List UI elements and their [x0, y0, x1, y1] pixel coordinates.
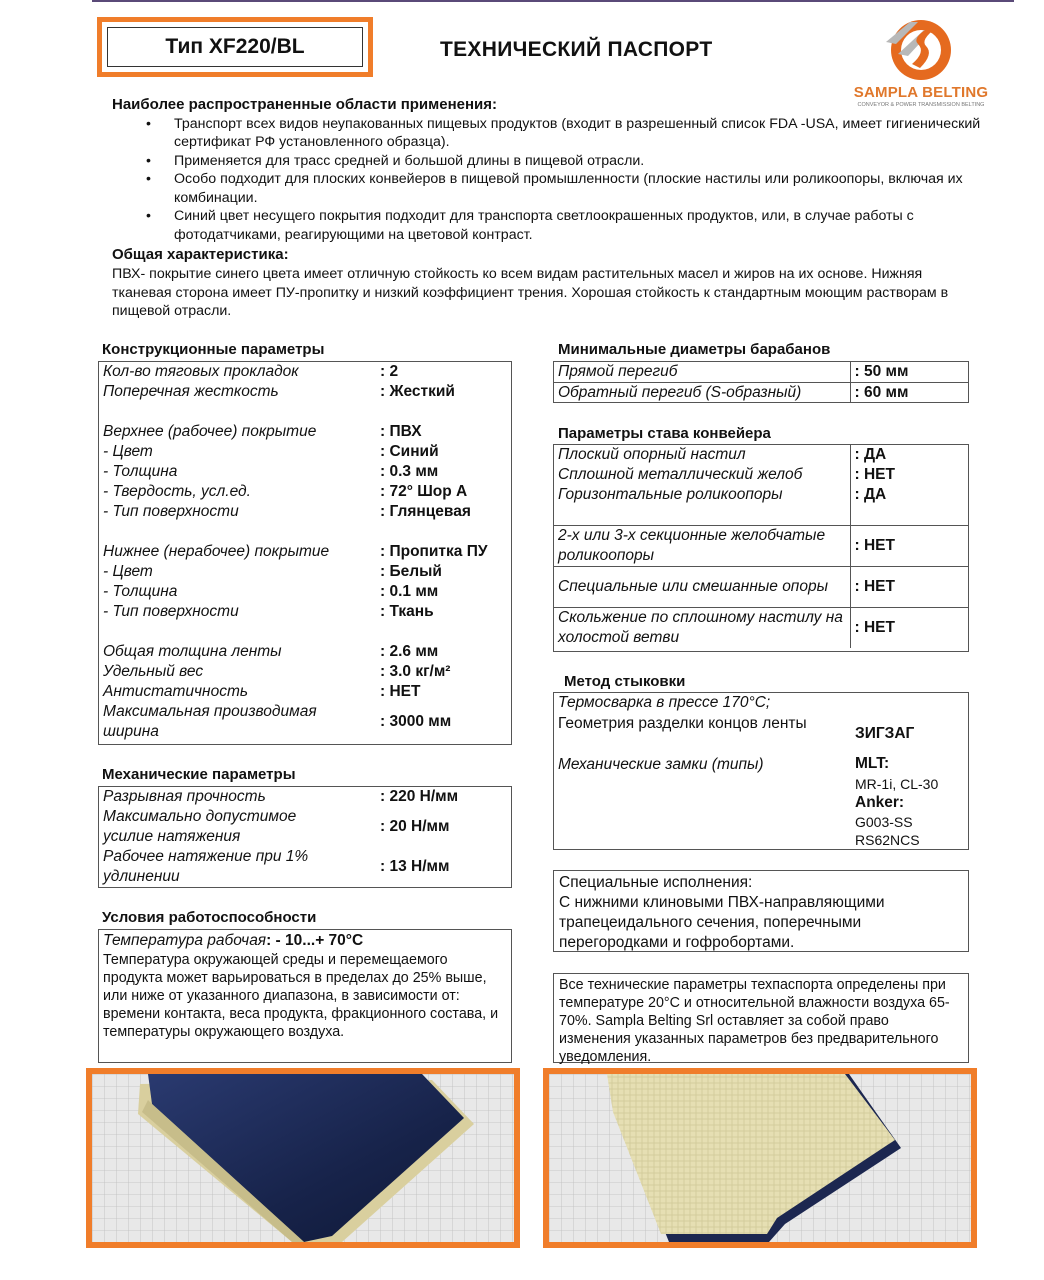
table-row: [99, 382, 511, 402]
geometry-value: ЗИГЗАГ: [855, 725, 915, 742]
mechanical-fasteners-label: Механические замки (типы): [558, 756, 764, 773]
operating-note: Температура окружающей среды и перемещаемого продукта может варьироваться в пределах до 25% выше, или ниже от указанного диапазона, в зависимости от: времени контакта, веса продукта, фракционного состава, и температуры окружающего воздуха.: [103, 952, 499, 1040]
row-label: Общая толщина ленты: [103, 643, 282, 660]
row-value: : НЕТ: [854, 618, 895, 636]
table-row: [554, 362, 968, 383]
row-value: : 2: [380, 363, 399, 380]
product-type-box: [97, 17, 373, 77]
anker-model: G003-SS: [855, 814, 913, 830]
row-value: : 20 Н/мм: [380, 818, 450, 835]
row-value: : 3.0 кг/м²: [380, 663, 451, 680]
temp-value: : - 10...+ 70°C: [266, 932, 364, 949]
mechanical-title: Механические параметры: [102, 766, 296, 783]
list-item: • Транспорт всех видов неупакованных пищевых продуктов (входит в разрешенный список FDA -USA, имеет гигиенический сертификат РФ установленного образца).: [174, 115, 992, 152]
row-label: - Тип поверхности: [103, 603, 239, 620]
logo-mark-icon: [846, 14, 996, 84]
row-value: : Белый: [380, 563, 442, 580]
row-label: - Цвет: [103, 443, 153, 460]
row-value: : 60 мм: [854, 384, 909, 401]
applications-title: Наиболее распространенные области применения:: [112, 96, 498, 113]
row-label: Кол-во тяговых прокладок: [103, 363, 299, 380]
geometry-label: Геометрия разделки концов ленты: [558, 715, 807, 732]
table-row: [99, 562, 511, 582]
table-row: [554, 607, 968, 648]
row-value: : НЕТ: [850, 525, 968, 566]
row-value: : Глянцевая: [380, 503, 471, 520]
belt-fabric-side-image: [549, 1074, 971, 1242]
row-value: : 13 Н/мм: [380, 858, 450, 875]
top-rule: [92, 0, 1014, 2]
row-label: Верхнее (рабочее) покрытие: [103, 423, 317, 440]
splicing-title: Метод стыковки: [564, 673, 686, 690]
general-section: [112, 246, 992, 265]
table-row: [554, 445, 968, 465]
document-title: ТЕХНИЧЕСКИЙ ПАСПОРТ: [440, 38, 713, 61]
table-row: [99, 482, 511, 502]
belt-bottom-photo: [543, 1068, 977, 1248]
frame-table: [553, 444, 969, 652]
mlt-models: MR-1i, CL-30: [855, 776, 939, 792]
list-item: • Синий цвет несущего покрытия подходит для транспорта светлоокрашенных продуктов, или, в случае работы с фотодатчиками, реагирующими на цветовой контраст.: [174, 207, 992, 244]
drums-title: Минимальные диаметры барабанов: [558, 341, 831, 358]
general-title: Общая характеристика:: [112, 246, 289, 263]
operating-box: [98, 929, 512, 1063]
intro-section: [112, 96, 992, 244]
row-label: - Твердость, усл.ед.: [103, 483, 251, 500]
row-label: Разрывная прочность: [103, 788, 266, 805]
row-label: Удельный вес: [103, 663, 204, 680]
row-value: : Ткань: [380, 603, 434, 620]
row-value: : 3000 мм: [380, 713, 452, 730]
row-label: Плоский опорный настил: [554, 445, 850, 465]
row-value: : 0.3 мм: [380, 463, 439, 480]
row-label: Нижнее (нерабочее) покрытие: [103, 543, 330, 560]
table-row: [554, 566, 968, 607]
special-box: [553, 870, 969, 952]
row-value: : 50 мм: [850, 362, 968, 383]
logo-tagline: CONVEYOR & POWER TRANSMISSION BELTING: [857, 102, 985, 108]
row-value: : НЕТ: [854, 466, 895, 483]
belt-top-photo: [86, 1068, 520, 1248]
row-value: : 72° Шор А: [380, 483, 468, 500]
row-label: Специальные или смешанные опоры: [554, 566, 850, 607]
row-label: Поперечная жесткость: [103, 383, 279, 400]
table-row: [554, 383, 968, 404]
table-row: [99, 442, 511, 462]
disclaimer-text: Все технические параметры техпаспорта определены при температуре 20°C и относительной влажности воздуха 65-70%. Sampla Belting Srl оставляет за собой право изменения указанных параметров без предварительного уведомления.: [559, 977, 950, 1065]
construction-table: [98, 361, 512, 745]
special-title: Специальные исполнения:: [559, 874, 753, 891]
table-row: [554, 525, 968, 566]
row-label: - Толщина: [103, 583, 178, 600]
logo-name: SAMPLA BELTING: [853, 84, 989, 101]
construction-title: Конструкционные параметры: [102, 341, 325, 358]
hot-press-method: Термосварка в прессе 170°C;: [558, 694, 771, 711]
table-row: [99, 362, 511, 382]
table-row: [99, 602, 511, 622]
table-row: [99, 582, 511, 602]
row-label: - Цвет: [103, 563, 153, 580]
row-value: : ПВХ: [380, 423, 422, 440]
row-value: : НЕТ: [380, 683, 421, 700]
row-label: - Тип поверхности: [103, 503, 239, 520]
row-value: : ДА: [854, 446, 887, 463]
mlt-title: MLT:: [855, 755, 890, 772]
table-row: [99, 847, 511, 887]
list-item: • Применяется для трасс средней и большой длины в пищевой отрасли.: [174, 152, 992, 171]
general-text: ПВХ- покрытие синего цвета имеет отличную стойкость ко всем видам растительных масел и жиров на их основе. Нижняя тканевая сторона имеет ПУ-пропитку и низкий коэффициент трения. Хорошая стойкость к стандартным моющим растворам в пищевой отрасли.: [112, 266, 949, 319]
belt-blue-side-image: [92, 1074, 514, 1242]
row-value: : 2.6 мм: [380, 643, 439, 660]
row-value: : НЕТ: [850, 566, 968, 607]
applications-list: [174, 115, 992, 245]
product-type-label: Тип XF220/BL: [107, 27, 363, 67]
table-row: [99, 787, 511, 807]
row-value: : ДА: [850, 485, 968, 525]
list-item: • Особо подходит для плоских конвейеров в пищевой промышленности (плоские настилы или роликоопоры, включая их комбинации.: [174, 170, 992, 207]
row-label: Антистатичность: [103, 683, 249, 700]
row-label: Обратный перегиб (S-образный): [554, 383, 850, 404]
splicing-box: [553, 692, 969, 850]
anker-title: Anker:: [855, 794, 905, 811]
frame-title: Параметры става конвейера: [558, 425, 771, 442]
table-row: [99, 642, 511, 662]
row-label: Рабочее натяжение при 1% удлинении: [103, 848, 309, 885]
table-row: [99, 502, 511, 522]
row-value: : Пропитка ПУ: [380, 543, 488, 560]
row-value: : 220 Н/мм: [380, 788, 459, 805]
row-label: Горизонтальные роликоопоры: [554, 485, 850, 525]
table-row: [99, 702, 511, 742]
table-row: [99, 662, 511, 682]
table-row: [554, 485, 968, 525]
table-row: [99, 542, 511, 562]
table-row: [99, 807, 511, 847]
table-row: [99, 422, 511, 442]
mechanical-table: [98, 786, 512, 888]
row-label: - Толщина: [103, 463, 178, 480]
drums-table: [553, 361, 969, 403]
table-row: [99, 462, 511, 482]
row-label: Скольжение по сплошному настилу на холостой ветви: [554, 607, 850, 648]
table-row: [99, 682, 511, 702]
table-row: [554, 465, 968, 485]
special-text: С нижними клиновыми ПВХ-направляющими трапецеидального сечения, поперечными перегородками и гофробортами.: [559, 894, 885, 951]
row-label: Прямой перегиб: [554, 362, 850, 383]
row-value: : 0.1 мм: [380, 583, 439, 600]
row-value: : Синий: [380, 443, 439, 460]
row-label: Максимальная производимая ширина: [103, 703, 317, 740]
row-label: Максимально допустимое усилие натяжения: [103, 808, 297, 845]
temp-label: Температура рабочая: [103, 932, 267, 949]
row-value: : Жесткий: [380, 383, 455, 400]
disclaimer-box: [553, 973, 969, 1063]
anker-model: RS62NCS: [855, 832, 920, 848]
operating-title: Условия работоспособности: [102, 909, 317, 926]
row-label: Сплошной металлический желоб: [554, 465, 850, 485]
row-label: 2-х или 3-х секционные желобчатые роликоопоры: [554, 525, 850, 566]
